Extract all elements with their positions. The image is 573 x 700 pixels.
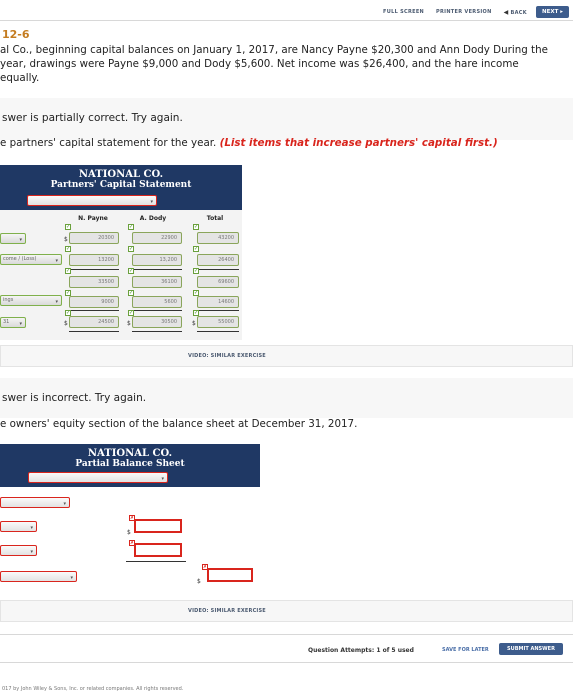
row4-label-dropdown[interactable] — [0, 295, 62, 306]
bs-row3-dropdown[interactable] — [0, 545, 37, 556]
double-underline — [132, 331, 182, 332]
row2-dody-input[interactable]: 13,200 — [132, 254, 182, 266]
column-header-dody: A. Dody — [139, 215, 167, 222]
part2-instruction: e owners' equity section of the balance sheet at December 31, 2017. — [0, 418, 358, 430]
bs-row1-dropdown[interactable] — [0, 497, 70, 508]
row5-label-dropdown[interactable] — [0, 317, 26, 328]
row5-label: 31 — [3, 319, 10, 325]
part2-video-bar — [0, 600, 573, 622]
dollar-sign: $ — [127, 529, 131, 536]
statement-date-dropdown[interactable] — [27, 195, 157, 206]
part1-instruction-text: e partners' capital statement for the year. — [0, 137, 220, 149]
company-name: NATIONAL CO. — [87, 448, 173, 459]
underline — [197, 310, 239, 311]
correct-check-icon: ✓ — [129, 246, 134, 252]
save-for-later-link[interactable]: SAVE FOR LATER — [442, 647, 489, 653]
row4-label: ings — [3, 297, 14, 303]
dollar-sign: $ — [64, 236, 68, 243]
double-underline — [69, 331, 119, 332]
chevron-down-icon: ▾ — [63, 501, 66, 507]
row1-payne-input[interactable]: 20300 — [69, 232, 119, 244]
correct-check-icon: ✓ — [129, 268, 134, 274]
chevron-down-icon: ▾ — [150, 199, 153, 205]
row3-payne-input[interactable]: 33500 — [69, 276, 119, 288]
column-header-payne: N. Payne — [78, 215, 108, 222]
underline — [69, 310, 119, 311]
underline — [126, 561, 186, 562]
bs-row2-dropdown[interactable] — [0, 521, 37, 532]
printer-version-link[interactable]: PRINTER VERSION — [436, 9, 492, 15]
correct-check-icon: ✓ — [66, 246, 71, 252]
row3-total-input[interactable]: 69600 — [197, 276, 239, 288]
underline — [132, 269, 182, 270]
copyright: 017 by John Wiley & Sons, Inc. or related companies. All rights reserved. — [2, 686, 184, 692]
bs-row3-amount-input[interactable] — [134, 543, 182, 557]
correct-check-icon: ✓ — [66, 290, 71, 296]
part1-video-bar — [0, 345, 573, 367]
chevron-down-icon: ▾ — [55, 258, 58, 264]
chevron-down-icon: ▾ — [19, 321, 22, 327]
statement-title: Partners' Capital Statement — [50, 180, 192, 190]
double-underline — [197, 331, 239, 332]
correct-check-icon: ✓ — [194, 290, 199, 296]
bs-row2-amount-input[interactable] — [134, 519, 182, 533]
correct-check-icon: ✓ — [129, 310, 134, 316]
row4-dody-input[interactable]: 5600 — [132, 296, 182, 308]
correct-check-icon: ✓ — [66, 310, 71, 316]
chevron-down-icon: ▾ — [30, 525, 33, 531]
correct-check-icon: ✓ — [129, 224, 134, 230]
row5-total-input[interactable]: 55000 — [197, 316, 239, 328]
question-attempts: Question Attempts: 1 of 5 used — [308, 647, 414, 654]
underline — [69, 269, 119, 270]
column-header-total: Total — [206, 215, 224, 222]
full-screen-link[interactable]: FULL SCREEN — [383, 9, 425, 15]
incorrect-x-icon: ✗ — [130, 540, 135, 546]
chevron-down-icon: ▾ — [70, 575, 73, 581]
part1-instruction-note: (List items that increase partners' capital first.) — [219, 137, 498, 149]
correct-check-icon: ✓ — [194, 310, 199, 316]
row4-payne-input[interactable]: 9000 — [69, 296, 119, 308]
submit-answer-button[interactable]: SUBMIT ANSWER — [499, 643, 563, 655]
video-similar-exercise-link[interactable]: VIDEO: SIMILAR EXERCISE — [188, 353, 266, 359]
dollar-sign: $ — [127, 320, 131, 327]
company-name: NATIONAL CO. — [78, 169, 164, 180]
correct-check-icon: ✓ — [194, 224, 199, 230]
back-arrow-icon: ◀ — [503, 8, 509, 16]
correct-check-icon: ✓ — [129, 290, 134, 296]
row2-label-dropdown[interactable] — [0, 254, 62, 265]
video-similar-exercise-link[interactable]: VIDEO: SIMILAR EXERCISE — [188, 608, 266, 614]
row2-payne-input[interactable]: 13200 — [69, 254, 119, 266]
part1-instruction — [0, 137, 498, 149]
correct-check-icon: ✓ — [66, 224, 71, 230]
balance-sheet-date-dropdown[interactable] — [28, 472, 168, 483]
correct-check-icon: ✓ — [194, 246, 199, 252]
row3-dody-input[interactable]: 36100 — [132, 276, 182, 288]
row2-label: come / (Loss) — [3, 256, 37, 262]
back-link[interactable] — [501, 7, 530, 18]
row5-payne-input[interactable]: 24500 — [69, 316, 119, 328]
bs-row4-dropdown[interactable] — [0, 571, 77, 582]
divider — [0, 662, 573, 663]
row1-label-dropdown[interactable] — [0, 233, 26, 244]
dollar-sign: $ — [197, 578, 201, 585]
chevron-down-icon: ▾ — [161, 476, 164, 482]
row2-total-input[interactable]: 26400 — [197, 254, 239, 266]
incorrect-x-icon: ✗ — [203, 564, 208, 570]
correct-check-icon: ✓ — [194, 268, 199, 274]
part2-feedback-message: swer is incorrect. Try again. — [2, 392, 147, 404]
bs-total-amount-input[interactable] — [207, 568, 253, 582]
problem-text: al Co., beginning capital balances on January 1, 2017, are Nancy Payne $20,300 and Ann Dody During the year, drawings were Payne $9,000 and Dody $5,600. Net income was $26,400, and the hare income equally. — [0, 44, 548, 84]
balance-sheet-title: Partial Balance Sheet — [75, 459, 185, 469]
correct-check-icon: ✓ — [66, 268, 71, 274]
part1-feedback-message: swer is partially correct. Try again. — [2, 112, 183, 124]
divider — [0, 20, 573, 21]
row1-dody-input[interactable]: 22900 — [132, 232, 182, 244]
dollar-sign: $ — [64, 320, 68, 327]
underline — [132, 310, 182, 311]
row1-total-input[interactable]: 43200 — [197, 232, 239, 244]
dollar-sign: $ — [192, 320, 196, 327]
chevron-down-icon: ▾ — [30, 549, 33, 555]
top-nav — [380, 6, 569, 18]
back-label: BACK — [510, 9, 527, 16]
problem-number: 12-6 — [2, 28, 30, 41]
row5-dody-input[interactable]: 30500 — [132, 316, 182, 328]
chevron-down-icon: ▾ — [55, 299, 58, 305]
row4-total-input[interactable]: 14600 — [197, 296, 239, 308]
incorrect-x-icon: ✗ — [130, 515, 135, 521]
underline — [197, 269, 239, 270]
chevron-down-icon: ▾ — [19, 237, 22, 243]
divider — [0, 634, 573, 635]
next-button[interactable]: NEXT ▸ — [536, 6, 569, 18]
